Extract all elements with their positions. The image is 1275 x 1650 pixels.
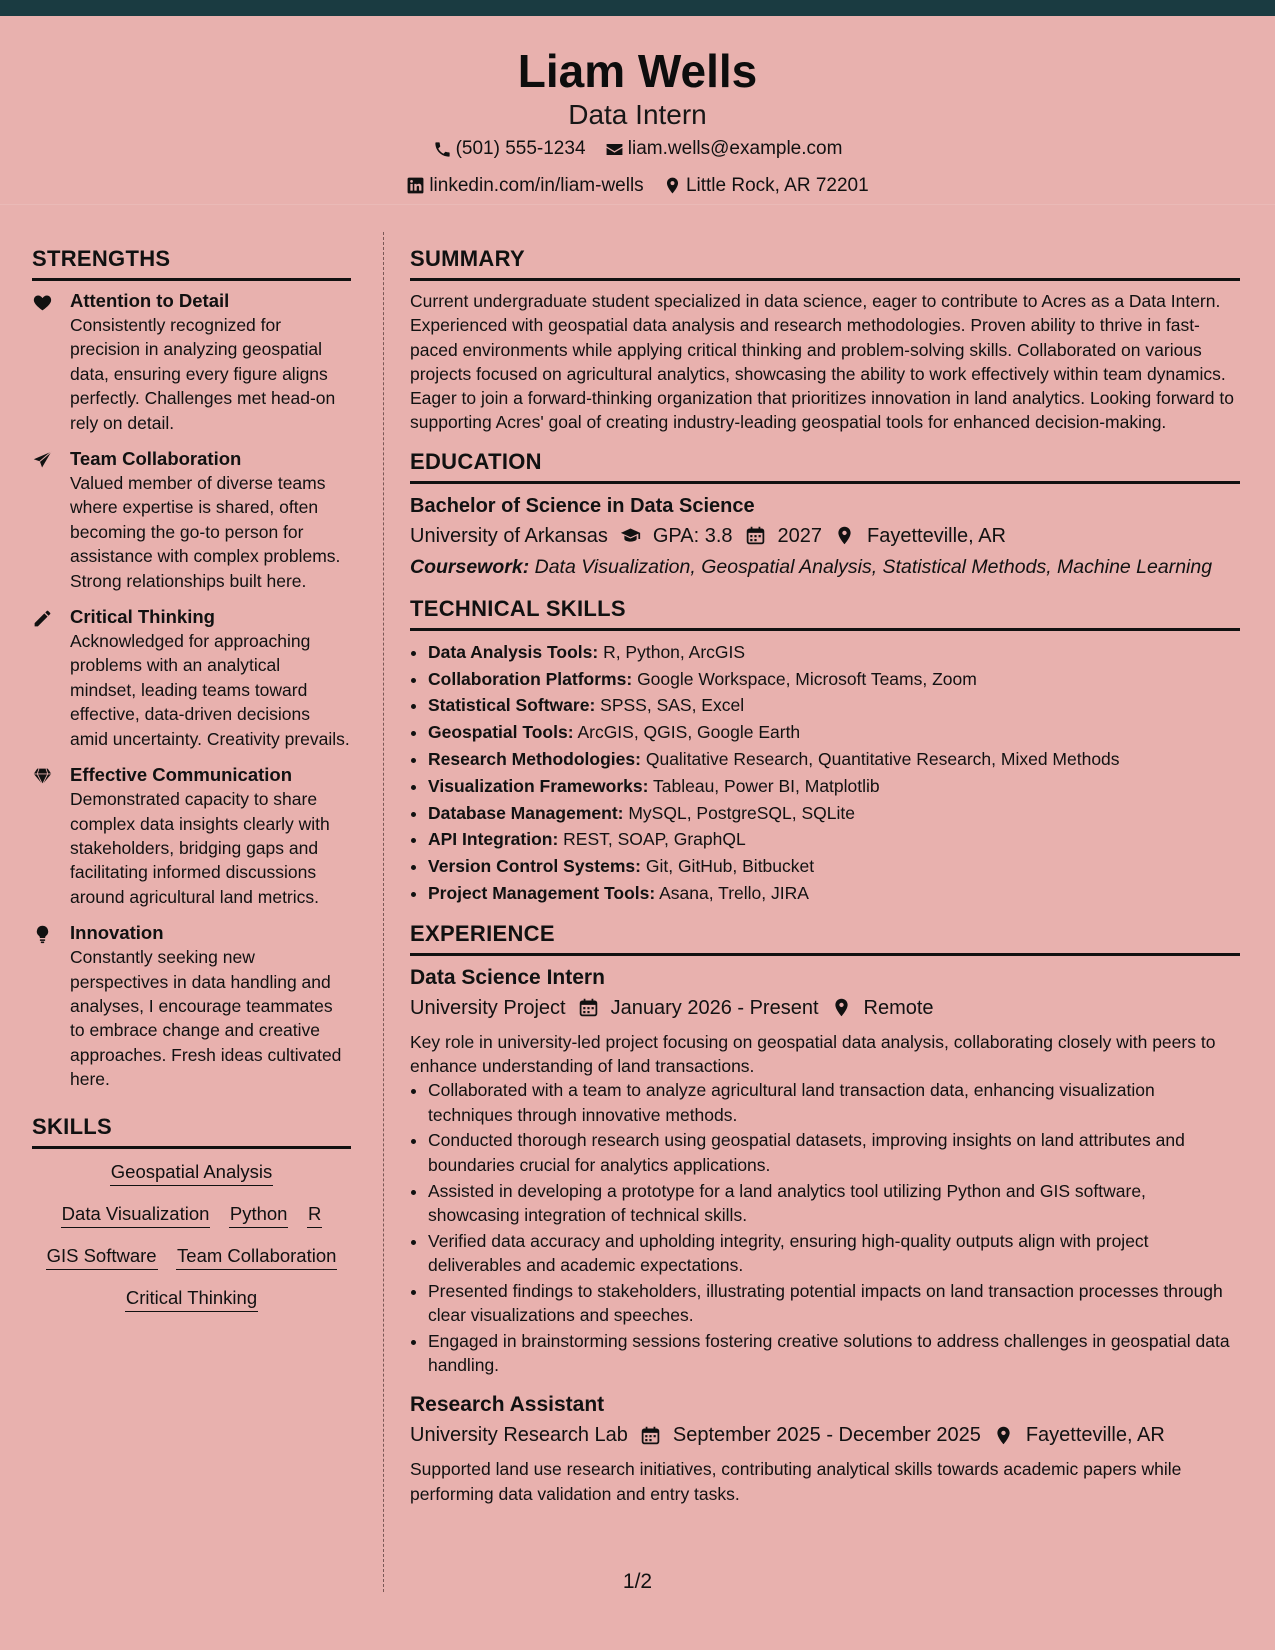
tech-skill-value: Google Workspace, Microsoft Teams, Zoom — [637, 668, 977, 689]
job-location: Remote — [863, 996, 934, 1019]
strengths-heading: STRENGTHS — [32, 246, 351, 281]
contact-row-2 — [0, 171, 1275, 206]
calendar-icon — [745, 525, 766, 546]
job-meta — [410, 992, 1240, 1024]
job-description: Key role in university-led project focusing on geospatial data analysis, collaborating closely with peers to enhance understanding of land transactions. — [410, 1031, 1216, 1077]
left-column — [32, 246, 351, 1327]
summary-text: Current undergraduate student specialized in data science, eager to contribute to Acres as a Data Intern. Experienced with geospatial data analysis and research methodologies. Proven ability to thrive in fast-paced environments while applying critical thinking and problem-solving skills. Collaborated on various projects focused on agricultural analytics, showcasing the ability to work effectively within team dynamics. Eager to join a forward-thinking organization that prioritizes innovation in land analytics. Looking forward to supporting Acres' goal of creating industry-leading geospatial tools for enhanced decision-making. — [410, 291, 1234, 433]
job-title: Data Science Intern — [410, 965, 605, 989]
skill-tag: GIS Software — [46, 1243, 158, 1270]
list-item — [428, 746, 1240, 773]
linkedin-text: linkedin.com/in/liam-wells — [429, 174, 644, 196]
resume-header — [0, 16, 1275, 205]
strength-item — [32, 447, 351, 593]
list-item — [428, 880, 1240, 907]
skills-line — [32, 1159, 351, 1186]
lightbulb-icon — [32, 924, 53, 945]
tech-skill-value: ArcGIS, QGIS, Google Earth — [577, 722, 801, 743]
tech-skill-label: Geospatial Tools: — [428, 722, 574, 743]
column-divider — [383, 232, 384, 1592]
envelope-icon — [605, 140, 624, 159]
education-gpa: GPA: 3.8 — [652, 524, 733, 547]
tech-skill-label: Statistical Software: — [428, 695, 596, 716]
list-item — [428, 639, 1240, 666]
skill-tag: Critical Thinking — [125, 1285, 258, 1312]
skills-heading: SKILLS — [32, 1114, 351, 1149]
technical-skills-heading: TECHNICAL SKILLS — [410, 596, 1240, 631]
candidate-name: Liam Wells — [517, 45, 758, 97]
list-item: • Verified data accuracy and upholding integrity, ensuring high-quality outputs align with project deliverables and academic expectations. — [428, 1229, 1240, 1278]
strength-desc: Acknowledged for approaching problems with an analytical mindset, leading teams toward effective, data-driven decisions amid uncertainty. Creativity prevails. — [70, 631, 350, 749]
education-coursework — [410, 552, 1240, 582]
job-entry — [410, 1391, 1240, 1506]
skill-tag: Geospatial Analysis — [110, 1159, 273, 1186]
tech-skill-value: Qualitative Research, Quantitative Research, Mixed Methods — [645, 748, 1120, 769]
list-item: • Conducted thorough research using geospatial datasets, improving insights on land attributes and boundaries crucial for analytics applications. — [428, 1128, 1240, 1177]
contact-phone — [433, 134, 586, 164]
skills-line — [32, 1243, 351, 1270]
strength-title: Critical Thinking — [70, 606, 215, 628]
graduation-cap-icon — [620, 525, 641, 546]
calendar-icon — [578, 997, 599, 1018]
job-bullets — [410, 1078, 1240, 1377]
skill-tag: Data Visualization — [61, 1201, 211, 1228]
list-item — [428, 692, 1240, 719]
tech-skill-label: API Integration: — [428, 829, 559, 850]
tech-skill-label: Data Analysis Tools: — [428, 641, 599, 662]
tech-skill-label: Collaboration Platforms: — [428, 668, 633, 689]
job-location: Fayetteville, AR — [1025, 1424, 1165, 1447]
list-item — [428, 666, 1240, 693]
contact-row-1 — [0, 134, 1275, 169]
candidate-role: Data Intern — [568, 99, 707, 130]
tech-skill-value: MySQL, PostgreSQL, SQLite — [628, 802, 855, 823]
paper-plane-icon — [32, 450, 53, 471]
education-year: 2027 — [777, 524, 823, 547]
experience-heading: EXPERIENCE — [410, 921, 1240, 956]
email-text: liam.wells@example.com — [627, 138, 843, 159]
list-item — [428, 853, 1240, 880]
skill-tag: Python — [229, 1201, 289, 1228]
coursework-list: Data Visualization, Geospatial Analysis, Statistical Methods, Machine Learning — [534, 555, 1213, 578]
education-school: University of Arkansas — [410, 524, 608, 547]
list-item: • Engaged in brainstorming sessions fostering creative solutions to address challenges in geospatial data handling. — [428, 1329, 1240, 1378]
contact-location — [663, 171, 869, 201]
list-item: • Presented findings to stakeholders, illustrating potential impacts on land transaction processes through clear visualizations and speeches. — [428, 1279, 1240, 1328]
technical-skills-list — [410, 639, 1240, 907]
strength-item — [32, 763, 351, 909]
top-color-bar — [0, 0, 1275, 16]
coursework-label: Coursework: — [410, 555, 530, 578]
contact-email[interactable] — [605, 134, 843, 164]
map-pin-icon — [834, 525, 855, 546]
job-org: University Research Lab — [410, 1424, 628, 1447]
contact-linkedin[interactable] — [406, 171, 643, 201]
list-item: • Assisted in developing a prototype for a land analytics tool utilizing Python and GIS software, showcasing integration of technical skills. — [428, 1179, 1240, 1228]
strength-title: Effective Communication — [70, 764, 293, 786]
tech-skill-value: SPSS, SAS, Excel — [600, 695, 745, 716]
strength-desc: Valued member of diverse teams where expertise is shared, often becoming the go-to person for assistance with complex problems. Strong relationships built here. — [70, 473, 341, 591]
education-location: Fayetteville, AR — [867, 524, 1006, 547]
map-pin-icon — [663, 176, 682, 195]
education-degree: Bachelor of Science in Data Science — [410, 494, 755, 517]
linkedin-icon — [406, 176, 425, 195]
map-pin-icon — [831, 997, 852, 1018]
list-item — [428, 719, 1240, 746]
education-heading: EDUCATION — [410, 449, 1240, 484]
strength-item — [32, 289, 351, 435]
skills-line — [32, 1201, 351, 1228]
job-entry — [410, 964, 1240, 1378]
job-meta — [410, 1419, 1240, 1451]
tech-skill-label: Project Management Tools: — [428, 882, 656, 903]
skills-line — [32, 1285, 351, 1312]
list-item — [428, 826, 1240, 853]
phone-icon — [433, 140, 452, 159]
tech-skill-value: Tableau, Power BI, Matplotlib — [653, 775, 880, 796]
tech-skill-value: Git, GitHub, Bitbucket — [645, 856, 815, 877]
job-dates: September 2025 - December 2025 — [672, 1424, 981, 1447]
job-description: Supported land use research initiatives, contributing analytical skills towards academic papers while performing data validation and entry tasks. — [410, 1459, 1182, 1504]
gem-icon — [32, 766, 53, 787]
education-meta — [410, 520, 1240, 552]
job-dates: January 2026 - Present — [610, 996, 819, 1019]
skills-cloud — [32, 1159, 351, 1312]
strength-item — [32, 921, 351, 1091]
phone-text: (501) 555-1234 — [455, 138, 586, 159]
strength-title: Innovation — [70, 922, 164, 944]
job-title: Research Assistant — [410, 1393, 605, 1417]
skill-tag: R — [307, 1201, 322, 1228]
list-item: • Collaborated with a team to analyze agricultural land transaction data, enhancing visualization techniques through innovative methods. — [428, 1078, 1240, 1127]
map-pin-icon — [993, 1425, 1014, 1446]
tech-skill-label: Version Control Systems: — [428, 856, 641, 877]
strength-desc: Consistently recognized for precision in analyzing geospatial data, ensuring every figure aligns perfectly. Challenges met head-on rely on detail. — [70, 315, 336, 433]
calendar-icon — [640, 1425, 661, 1446]
job-org: University Project — [410, 996, 566, 1019]
tech-skill-label: Database Management: — [428, 802, 624, 823]
tech-skill-value: R, Python, ArcGIS — [603, 641, 746, 662]
summary-heading: SUMMARY — [410, 246, 1240, 281]
right-column — [410, 246, 1240, 1506]
strength-item — [32, 605, 351, 751]
skill-tag: Team Collaboration — [176, 1243, 337, 1270]
strength-desc: Demonstrated capacity to share complex data insights clearly with stakeholders, bridging gaps and facilitating informed discussions around agricultural land metrics. — [70, 789, 330, 907]
list-item — [428, 773, 1240, 800]
page-number: 1/2 — [622, 1570, 653, 1593]
pencil-icon — [32, 608, 53, 629]
strength-title: Attention to Detail — [70, 290, 230, 311]
tech-skill-label: Research Methodologies: — [428, 748, 641, 769]
tech-skill-value: REST, SOAP, GraphQL — [563, 829, 746, 850]
heart-icon — [32, 292, 53, 313]
location-text: Little Rock, AR 72201 — [685, 174, 869, 196]
tech-skill-value: Asana, Trello, JIRA — [659, 882, 809, 903]
tech-skill-label: Visualization Frameworks: — [428, 775, 649, 796]
strength-title: Team Collaboration — [70, 448, 242, 470]
strength-desc: Constantly seeking new perspectives in data handling and analyses, I encourage teammates to embrace change and creative approaches. Fresh ideas cultivated here. — [70, 947, 342, 1090]
list-item — [428, 800, 1240, 827]
